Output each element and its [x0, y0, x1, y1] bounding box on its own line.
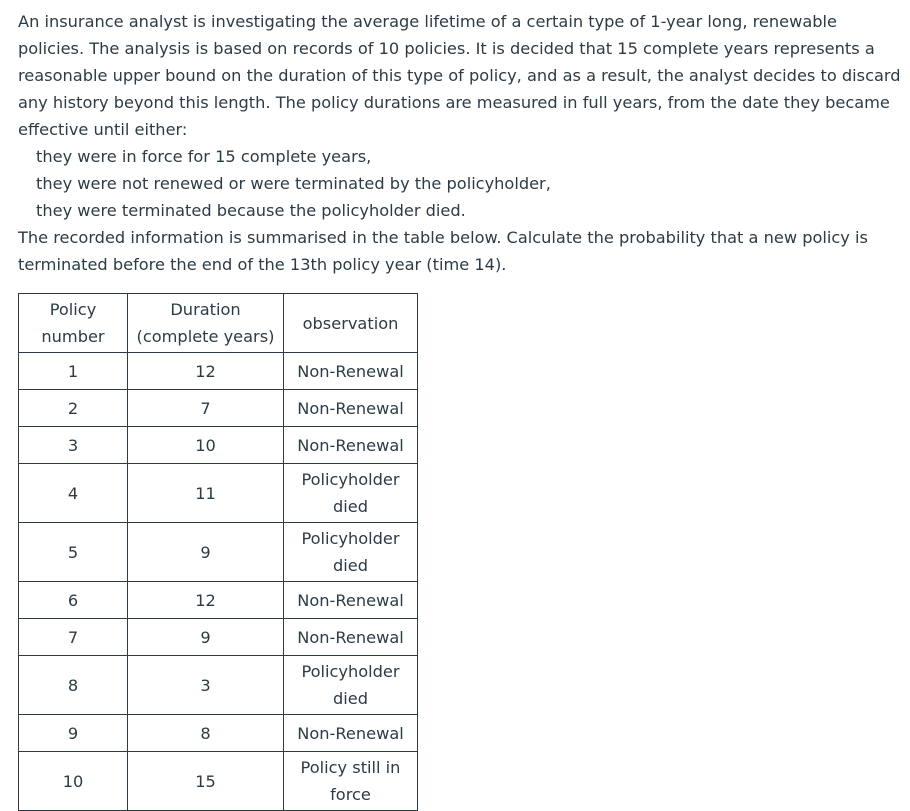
- duration-cell: 12: [128, 353, 284, 390]
- condition-item: they were in force for 15 complete years,: [36, 147, 372, 166]
- policy-number-cell: 9: [19, 715, 128, 752]
- observation-cell: Non-Renewal: [284, 582, 418, 619]
- table-row: [19, 619, 418, 656]
- header-duration-line1: Duration: [170, 300, 241, 319]
- termination-conditions-list: [18, 143, 910, 224]
- table-row: [19, 656, 418, 715]
- table-row: [19, 582, 418, 619]
- header-observation: observation: [284, 294, 418, 353]
- header-policy-line2: number: [41, 327, 105, 346]
- duration-cell: 12: [128, 582, 284, 619]
- table-row: [19, 464, 418, 523]
- policy-records-table: [18, 293, 418, 811]
- policy-number-cell: 8: [19, 656, 128, 715]
- observation-cell: Non-Renewal: [284, 353, 418, 390]
- header-duration: [128, 294, 284, 353]
- table-row: [19, 353, 418, 390]
- observation-cell: Non-Renewal: [284, 390, 418, 427]
- observation-cell: [284, 523, 418, 582]
- observation-text: Policyholder died: [301, 529, 400, 575]
- header-duration-line2: (complete years): [136, 327, 275, 346]
- question-task: The recorded information is summarised in the table below. Calculate the probability that a new policy is terminated before the end of the 13th policy year (time 14).: [18, 228, 868, 274]
- table-row: [19, 715, 418, 752]
- duration-cell: 9: [128, 619, 284, 656]
- observation-cell: Non-Renewal: [284, 715, 418, 752]
- header-policy-line1: Policy: [49, 300, 97, 319]
- observation-cell: [284, 464, 418, 523]
- observation-text: Policyholder died: [301, 662, 400, 708]
- table-row: [19, 427, 418, 464]
- policy-number-cell: 10: [19, 752, 128, 811]
- policy-number-cell: 7: [19, 619, 128, 656]
- policy-number-cell: 2: [19, 390, 128, 427]
- observation-text: Policy still in force: [300, 758, 401, 804]
- condition-item: they were terminated because the policyholder died.: [36, 201, 466, 220]
- policy-number-cell: 4: [19, 464, 128, 523]
- table-row: [19, 523, 418, 582]
- duration-cell: 15: [128, 752, 284, 811]
- table-header-row: [19, 294, 418, 353]
- policy-number-cell: 1: [19, 353, 128, 390]
- observation-text: Policyholder died: [301, 470, 400, 516]
- question-intro: An insurance analyst is investigating the average lifetime of a certain type of 1-year long, renewable policies. The analysis is based on records of 10 policies. It is decided that 15 complete years represents a reasonable upper bound on the duration of this type of policy, and as a result, the analyst decides to discard any history beyond this length. The policy durations are measured in full years, from the date they became effective until either:: [18, 12, 901, 139]
- header-policy-number: [19, 294, 128, 353]
- duration-cell: 8: [128, 715, 284, 752]
- policy-number-cell: 5: [19, 523, 128, 582]
- duration-cell: 9: [128, 523, 284, 582]
- policy-number-cell: 6: [19, 582, 128, 619]
- duration-cell: 10: [128, 427, 284, 464]
- condition-item: they were not renewed or were terminated by the policyholder,: [36, 174, 551, 193]
- table-row: [19, 390, 418, 427]
- observation-cell: [284, 656, 418, 715]
- duration-cell: 3: [128, 656, 284, 715]
- duration-cell: 11: [128, 464, 284, 523]
- duration-cell: 7: [128, 390, 284, 427]
- observation-cell: Non-Renewal: [284, 427, 418, 464]
- observation-cell: Non-Renewal: [284, 619, 418, 656]
- policy-number-cell: 3: [19, 427, 128, 464]
